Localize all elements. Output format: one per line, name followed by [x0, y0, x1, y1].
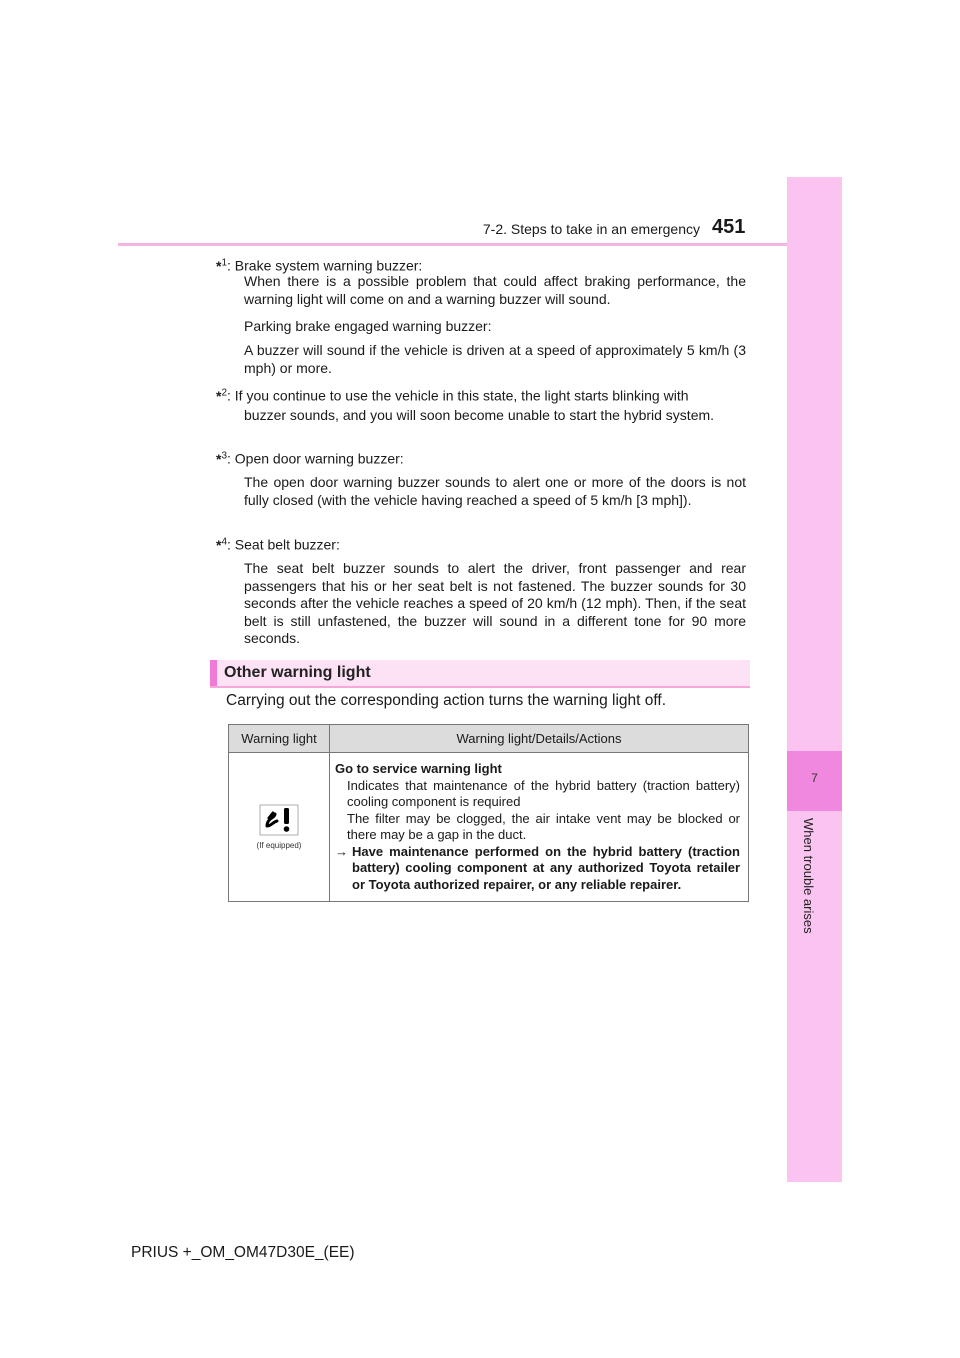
footnote-mark: *$^2$ — [216, 387, 228, 404]
table-row — [229, 753, 749, 902]
icon-cell — [229, 753, 330, 902]
detail-line: Indicates that maintenance of the hybrid battery (traction battery) cooling component is required — [347, 777, 740, 809]
column-header-details: Warning light/Details/Actions — [330, 725, 749, 753]
footnote-1-subtext: A buzzer will sound if the vehicle is driven at a speed of approximately 5 km/h (3 mph) or more. — [244, 342, 746, 376]
header-rule — [118, 243, 840, 246]
light-name: Go to service warning light — [335, 761, 502, 776]
chapter-title: When trouble arises — [801, 818, 816, 934]
footnote-mark: *$^1$ — [216, 257, 228, 274]
page-number: 451 — [712, 216, 746, 238]
if-equipped-note: (If equipped) — [256, 841, 302, 850]
chapter-side-tab — [787, 177, 842, 1182]
footnote-4-text: The seat belt buzzer sounds to alert the driver, front passenger and rear passengers that his or her seat belt is not fastened. The buzzer sounds for 30 seconds after the vehicle reaches a speed of 20 km/h (12 mph). Then, if the seat belt is still unfastened, the buzzer will sound in a different tone for 90 more seconds. — [244, 560, 746, 646]
action-line — [335, 844, 740, 894]
footnote-1-text: When there is a possible problem that could affect braking performance, the warning light will come on and a warning buzzer will sound. — [244, 273, 746, 307]
intro-text: Carrying out the corresponding action turns the warning light off. — [226, 692, 666, 709]
detail-line: The filter may be clogged, the air intake vent may be blocked or there may be a gap in the duct. — [347, 810, 740, 842]
footnote-1 — [216, 254, 746, 275]
section-heading-accent — [210, 660, 217, 686]
action-text: Have maintenance performed on the hybrid battery (traction battery) cooling component at any authorized Toyota retailer or Toyota authorized repairer, or any reliable repairer. — [352, 843, 740, 892]
section-heading: Other warning light — [224, 664, 371, 681]
footnote-title: : Seat belt buzzer: — [227, 536, 340, 553]
footnote-title: : Brake system warning buzzer: — [227, 257, 423, 274]
footnote-mark: *$^4$ — [216, 536, 228, 553]
footnote-mark: *$^3$ — [216, 450, 228, 467]
footnote-title: : Open door warning buzzer: — [227, 450, 404, 467]
table-header-row — [229, 725, 749, 753]
footnote-1-subtitle: Parking brake engaged warning buzzer: — [244, 318, 492, 334]
arrow-icon: → — [335, 843, 348, 859]
footnote-4 — [216, 533, 746, 554]
service-warning-light-icon — [259, 804, 299, 839]
footnote-3 — [216, 447, 746, 468]
chapter-number: 7 — [811, 771, 818, 785]
details-cell — [330, 753, 749, 902]
footnote-2 — [216, 384, 746, 405]
footnote-2-text: buzzer sounds, and you will soon become unable to start the hybrid system. — [244, 407, 715, 423]
footnote-3-text: The open door warning buzzer sounds to alert one or more of the doors is not fully closed (with the vehicle having reached a speed of 5 km/h [3 mph]). — [244, 474, 746, 508]
running-header-section: 7-2. Steps to take in an emergency — [482, 221, 700, 237]
warning-light-table — [228, 724, 749, 902]
footnote-title: : If you continue to use the vehicle in this state, the light starts blinking with — [227, 387, 689, 404]
document-footer: PRIUS +_OM_OM47D30E_(EE) — [131, 1244, 355, 1261]
column-header-warning-light: Warning light — [229, 725, 330, 753]
